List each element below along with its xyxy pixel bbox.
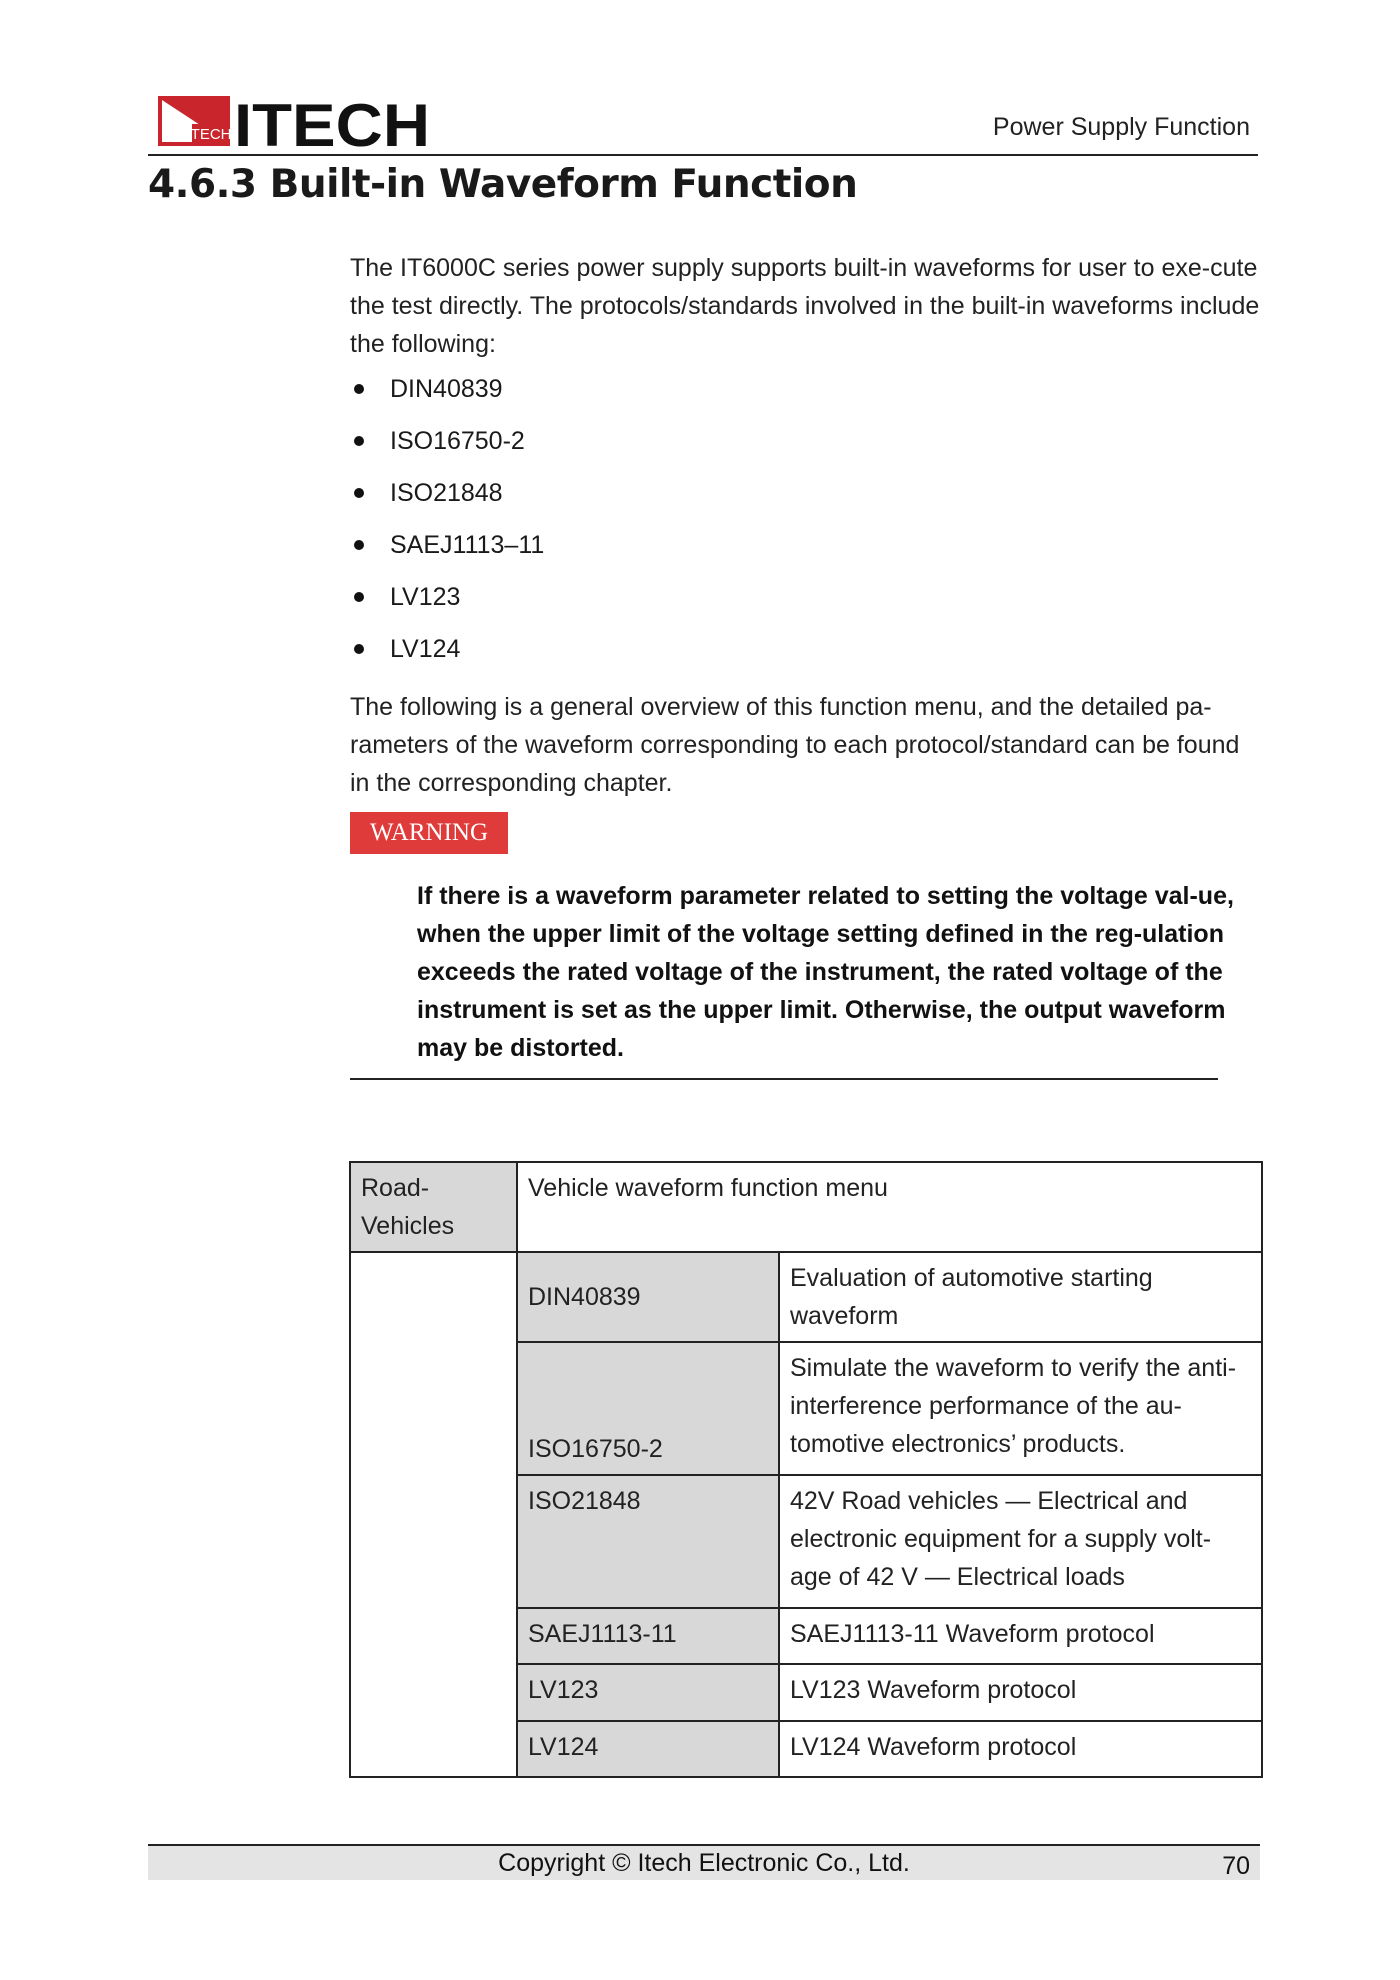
table-header-title: Vehicle waveform function menu	[517, 1162, 1262, 1252]
running-header-section: Power Supply Function	[992, 113, 1250, 141]
list-item-label: ISO16750-2	[390, 427, 525, 455]
table-cell-standard: ISO16750-2	[517, 1342, 779, 1475]
list-item	[350, 422, 950, 474]
itech-logo-mark	[158, 94, 430, 148]
table-cell-description: SAEJ1113-11 Waveform protocol	[779, 1608, 1262, 1664]
intro-paragraph: The IT6000C series power supply supports built-in waveforms for user to exe-cute the test directly. The protocols/standards involved in the built-in waveforms include the following:	[350, 254, 1260, 358]
warning-divider	[350, 1078, 1218, 1080]
overview-paragraph: The following is a general overview of this function menu, and the detailed pa-rameters of the waveform corresponding to each protocol/standard can be found in the corresponding chapter.	[350, 693, 1240, 797]
logo-wordmark: ITECH	[234, 94, 430, 148]
bullet-icon	[354, 488, 364, 498]
table-cell-standard: ISO21848	[517, 1475, 779, 1608]
list-item-label: ISO21848	[390, 479, 503, 507]
bullet-icon	[354, 592, 364, 602]
warning-text: If there is a waveform parameter related to setting the voltage val-ue, when the upper limit of the voltage setting defined in the reg-ulation exceeds the rated voltage of the instrument, the rated voltage of the instrument is set as the upper limit. Otherwise, the output waveform may be distorted.	[417, 882, 1234, 1062]
table-cell-description: 42V Road vehicles — Electrical and electronic equipment for a supply volt-age of 42 V — Electrical loads	[779, 1475, 1262, 1608]
table-cell-description: LV123 Waveform protocol	[779, 1664, 1262, 1721]
list-item-label: DIN40839	[390, 375, 503, 403]
header-divider	[148, 154, 1258, 156]
table-cell-standard: DIN40839	[517, 1252, 779, 1342]
table-cell-standard: LV124	[517, 1721, 779, 1777]
bullet-icon	[354, 540, 364, 550]
list-item-label: LV123	[390, 583, 461, 611]
page-number: 70	[1222, 1852, 1250, 1880]
list-item-label: SAEJ1113–11	[390, 531, 545, 559]
table-empty-category-cell	[350, 1252, 517, 1777]
footer-copyright: Copyright © Itech Electronic Co., Ltd.	[498, 1849, 910, 1877]
table-row	[350, 1252, 1262, 1342]
list-item	[350, 370, 950, 422]
table-cell-standard: LV123	[517, 1664, 779, 1721]
list-item	[350, 474, 950, 526]
bullet-icon	[354, 644, 364, 654]
bullet-icon	[354, 436, 364, 446]
table-header-category: Road-Vehicles	[350, 1162, 517, 1252]
waveform-menu-table	[349, 1161, 1263, 1778]
table-cell-standard: SAEJ1113-11	[517, 1608, 779, 1664]
table-cell-description: LV124 Waveform protocol	[779, 1721, 1262, 1777]
logo-badge-text: ITECH	[186, 126, 232, 143]
warning-badge: WARNING	[350, 812, 508, 854]
list-item	[350, 578, 950, 630]
table-header-row	[350, 1162, 1262, 1252]
table-cell-description: Evaluation of automotive starting waveform	[779, 1252, 1262, 1342]
standards-list	[350, 370, 950, 682]
table-cell-description: Simulate the waveform to verify the anti-interference performance of the au-tomotive electronics’ products.	[779, 1342, 1262, 1475]
list-item	[350, 526, 950, 578]
page-title: 4.6.3 Built-in Waveform Function	[148, 162, 858, 207]
itech-logo	[158, 94, 430, 148]
list-item	[350, 630, 950, 682]
bullet-icon	[354, 384, 364, 394]
list-item-label: LV124	[390, 635, 461, 663]
